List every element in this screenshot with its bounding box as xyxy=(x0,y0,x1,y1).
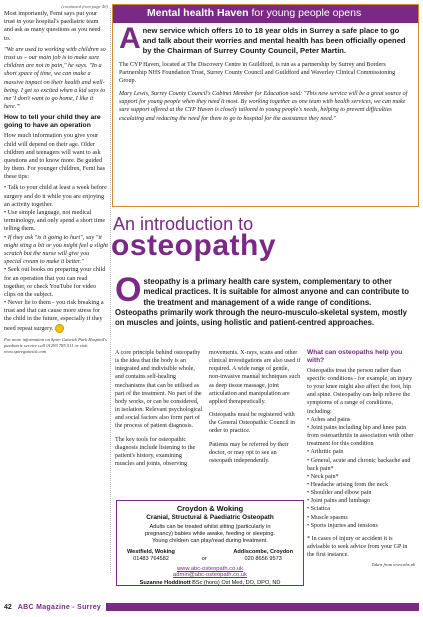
article-kicker: An introduction to xyxy=(113,214,254,234)
article-column-3 xyxy=(307,349,415,569)
haven-header-bold: Mental health Haven xyxy=(147,7,249,19)
haven-body xyxy=(113,23,418,123)
continued-note: (continued from page 40) xyxy=(61,4,108,9)
article-column-2 xyxy=(209,349,301,470)
left-column xyxy=(4,4,108,355)
tip-item: • Seek out books on preparing your child for an operation that you can read together, or check YouTube for video clips on the subject. xyxy=(4,266,106,298)
more-info: For more information on Spire Gatwick Park Hospital's paediatric service call 01293 785 511 or visit www.spiregatwick.com xyxy=(4,336,107,354)
col3-intro: Osteopaths treat the person rather than specific conditions - for example, an injury to your knee might also affect the foot, hip and spine. Osteopathy can help relieve the symptoms of a range of conditions, including: xyxy=(307,367,413,415)
haven-header-rest: for young people opens xyxy=(248,7,362,19)
list-item: • Shoulder and elbow pain xyxy=(307,490,372,497)
ad-line: Adults can be treated whilst sitting (particularly in xyxy=(149,524,271,530)
haven-box xyxy=(112,4,419,207)
ad-line: pregnancy) babies while awake, feeding or sleeping. xyxy=(145,530,275,537)
list-item: • Neck pain* xyxy=(307,473,339,480)
lead-dropcap: O xyxy=(115,271,142,309)
location-phone[interactable]: 020 8656 9573 xyxy=(244,555,282,562)
col2-paragraph: movements. X-rays, scans and other clinical investigations are also used if required. A wide range of gentle, non-invasive manual techniques such as deep tissue massage, joint articulation and manipulation are applied therapeutically. xyxy=(209,350,301,405)
or-label: or xyxy=(201,555,207,562)
source-credit: Taken from www.nhs.uk xyxy=(371,562,415,568)
footer-bar xyxy=(106,603,419,611)
page-number: 42 xyxy=(4,603,12,611)
location-name: Addiscombe, Croydon xyxy=(233,548,293,555)
ad-email-link[interactable]: admin@abc-osteopath.co.uk xyxy=(173,571,247,578)
smiley-icon xyxy=(55,324,64,333)
list-item: • Sports injuries and tensions xyxy=(307,522,378,529)
haven-paragraph-2: Mary Lewis, Surrey County Council's Cabinet Member for Education said: "This new service will be a great source of support for young people when they need it most. By working together as one team with health services, we can make sure support offered at the CYP Haven is closely tailored to young people's needs, helping to prevent difficulties escalating and reducing the need for them to go to hospital for the assistance they need." xyxy=(119,91,408,122)
tip-item-last xyxy=(4,299,108,333)
ad-website-link[interactable]: www.abc-osteopath.co.uk xyxy=(176,565,244,572)
haven-intro xyxy=(119,22,412,56)
left-paragraph-2: How much information you give your child will depend on their age. Older children and teenagers will want to ask questions and to know more. Be guided by them. For younger children, Femi has these tips: xyxy=(4,132,106,181)
tip-item-text: • Never lie to them - you risk breaking a trust and that can cause more stress for the child in the future, especially if they need repeat surgery. xyxy=(4,299,104,332)
tip-item: • Use simple language, not medical terminology, and only spend a short time telling them. xyxy=(4,209,106,233)
haven-dropcap: A xyxy=(119,22,141,55)
list-item: • Aches and pains xyxy=(307,416,351,423)
page-footer xyxy=(4,600,419,614)
practitioner-credentials: BSc (hons) Ost Med, DO, DPO, ND xyxy=(190,579,281,586)
ad-line: Young children can play/read during treatment. xyxy=(152,537,268,544)
tip-item: • Talk to your child at least a week before surgery and do it while you are enjoying an activity together. xyxy=(4,184,107,208)
list-item: • Sciatica xyxy=(307,506,330,513)
list-item: • General, acute and chronic backache and back pain* xyxy=(307,457,411,472)
osteopath-advert xyxy=(116,500,304,586)
ad-locations xyxy=(117,549,303,563)
col2-paragraph: Osteopaths must be registered with the General Osteopathic Council in order to practice. xyxy=(209,412,295,435)
left-heading: How to tell your child they are going to have an operation xyxy=(4,114,101,130)
ad-title: Croydon & Woking xyxy=(176,504,244,513)
list-item: • Joint pains including hip and knee pain from osteoarthritis in association with other treatment for this condition xyxy=(307,424,414,448)
column-divider xyxy=(110,8,111,573)
location-woking xyxy=(127,549,175,563)
haven-paragraph-1: The CYP Haven, located at The Discovery Centre in Guildford, is run as a partnership by Surrey and Borders Partnership NHS Foundation Trust, Surrey County Council and Guildford and Waverley Clinical Commissioning Group. xyxy=(119,61,396,84)
left-quote: "We are used to working with children so trust us – our main job is to make sure children are not in pain," he says. "In a short space of time, we can make a massive impact on their health and well-being. I get so excited when a kid says to me 'I don't want to go home, I like it here.'" xyxy=(4,45,106,111)
article-title: osteopathy xyxy=(111,229,277,262)
col1-paragraph: The key tools for osteopathic diagnosis include listening to the patient's history, examining muscles and joints, observing xyxy=(115,436,196,468)
location-phone[interactable]: 01483 764582 xyxy=(133,555,169,562)
conditions-list xyxy=(307,416,415,530)
haven-intro-text: new service which offers 10 to 18 year olds in Surrey a safe place to go and talk about their worries and mental health has been officially opened by the Chairman of Surrey County Council, Peter Martin. xyxy=(142,26,406,55)
left-paragraph-1: Most importantly, Femi says put your trust in your hospital's paediatric team and ask as many questions as you need to. xyxy=(4,10,101,42)
tip-item: • If they ask "is it going to hurt", say "it might sting a bit or you might feel a slight scratch but the nurse will give you special cream to make it better." xyxy=(4,233,108,266)
col2-paragraph: Patients may be referred by their doctor, or may opt to see an osteopath independently. xyxy=(209,441,289,464)
list-item: • Muscle spasms xyxy=(307,514,348,521)
ad-practitioner xyxy=(117,580,303,586)
ad-subtitle: Cranial, Structural & Paediatric Osteopath xyxy=(146,514,274,521)
col3-heading: What can osteopaths help you with? xyxy=(307,349,403,364)
article-column-1 xyxy=(115,349,203,473)
practitioner-name: Suzanne Hoddinott xyxy=(139,579,191,586)
col1-paragraph: A core principle behind osteopathy is the idea that the body is an integrated and indivisible whole, and contains self-healing mechanisms that can be utilised as part of the treatment. No part of the body works, or can be considered, in isolation. Relevant psychological and social factors also form part of the process of patient diagnosis. xyxy=(115,350,203,430)
col3-note: * In cases of injury or accident it is advisable to seek advice from your GP in the first instance. xyxy=(307,535,408,559)
lead-text: steopathy is a primary health care system, complementary to other medical practices. It is suitable for almost anyone and can contribute to the treatment and management of a wide range of conditions. Osteopaths primarily work through the neuro-musculo-skeletal system, mostly on muscles and joints, using holistic and patient-centred approaches. xyxy=(115,277,410,328)
location-name: Westfield, Woking xyxy=(127,548,175,555)
location-croydon xyxy=(233,549,293,563)
list-item: • Arthritic pain xyxy=(307,449,344,456)
article-lead xyxy=(115,271,416,328)
list-item: • Joint pains and lumbago xyxy=(307,498,371,505)
list-item: • Headache arising from the neck xyxy=(307,482,389,488)
magazine-name: ABC Magazine - Surrey xyxy=(17,603,102,611)
haven-header xyxy=(113,5,418,23)
